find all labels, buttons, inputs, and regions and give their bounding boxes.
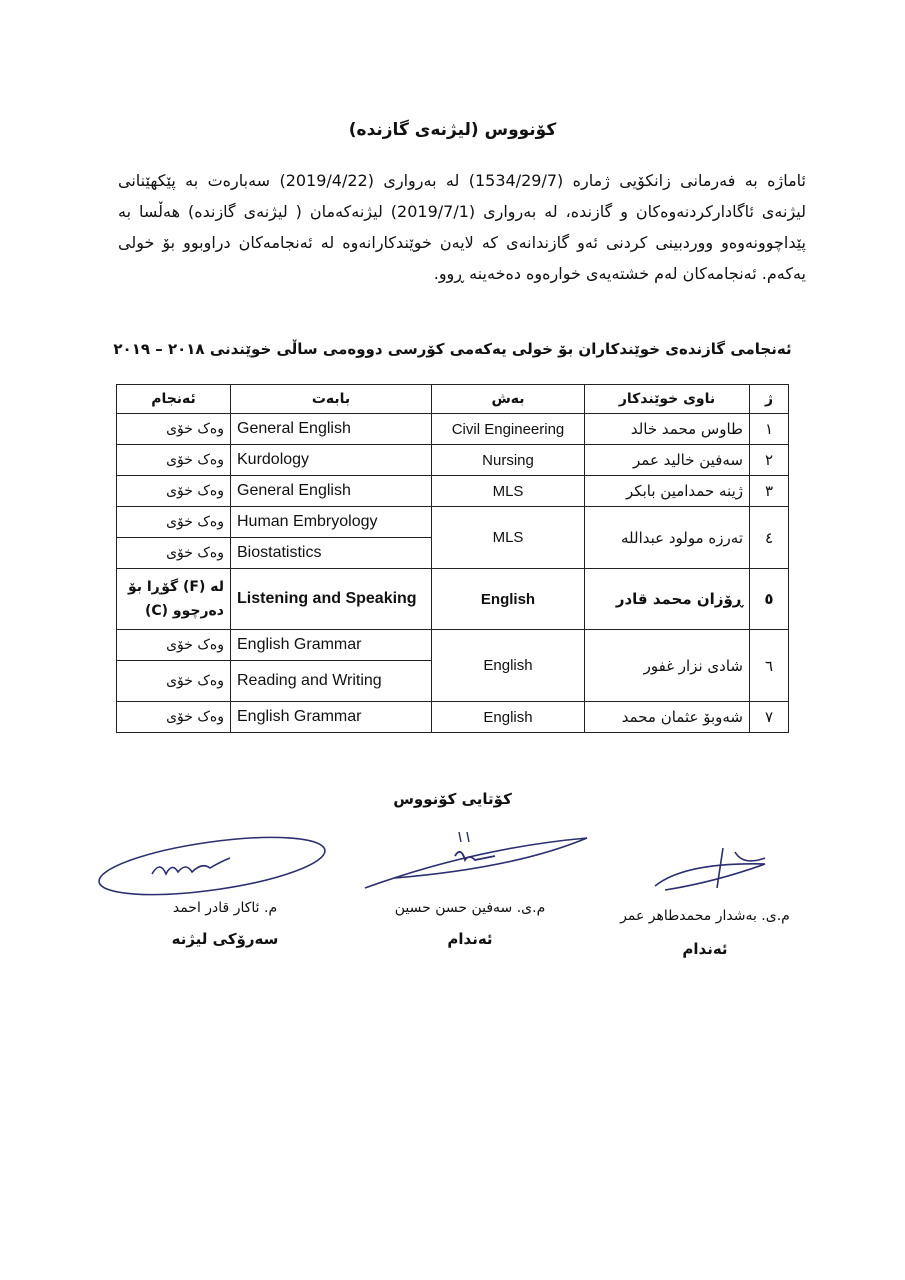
department: English [432,630,585,702]
department: English [432,702,585,733]
row-number: ٢ [750,445,789,476]
result: وەک خۆی [117,445,231,476]
department: Civil Engineering [432,414,585,445]
department: English [432,569,585,630]
student-name: تەرزە مولود عبداللە [585,507,750,569]
result: وەک خۆی [117,661,231,702]
signatory-name: م.ی. بەشدار محمدطاهر عمر [620,908,790,924]
signature-scribble [645,842,795,902]
subject: Biostatistics [231,538,432,569]
signature-block-chair [110,838,340,948]
student-name: ژینە حمدامین بابکر [585,476,750,507]
row-number: ٣ [750,476,789,507]
header-no: ژ [750,385,789,414]
row-number: ٥ [750,569,789,630]
table-row [117,476,789,507]
table-row [117,445,789,476]
signature-block-member-1 [355,838,585,948]
student-name: شادی نزار غفور [585,630,750,702]
student-name: طاوس محمد خالد [585,414,750,445]
student-name: ڕۆزان محمد قادر [585,569,750,630]
signature-scribble [355,828,595,898]
closing-title: کۆتایی کۆنووس [393,790,512,808]
student-name: سەفین خالید عمر [585,445,750,476]
result-line-2: دەرچوو (C) [144,603,224,619]
document-title: کۆنووس (لیژنەی گازندە) [348,120,557,140]
result [117,569,231,630]
row-number: ٦ [750,630,789,702]
result-line-1: لە (F) گۆڕا بۆ [127,579,224,595]
table-row [117,414,789,445]
result: وەک خۆی [117,507,231,538]
result: وەک خۆی [117,538,231,569]
row-number: ٧ [750,702,789,733]
subject: Listening and Speaking [231,569,432,630]
result: وەک خۆی [117,476,231,507]
signatory-role: ئەندام [447,930,493,948]
table-row [117,702,789,733]
department: MLS [432,476,585,507]
signatory-name: م. ئاکار قادر احمد [172,900,278,916]
result: وەک خۆی [117,702,231,733]
row-number: ١ [750,414,789,445]
table-row [117,569,789,630]
subject: General English [231,476,432,507]
signatory-name: م.ی. سەفین حسن حسین [394,900,546,916]
subject: Kurdology [231,445,432,476]
table-row [117,630,789,661]
header-result: ئەنجام [117,385,231,414]
result: وەک خۆی [117,414,231,445]
signatory-role: ئەندام [682,940,728,958]
table-title: ئەنجامی گازندەی خوێندکاران بۆ خولی یەکەمی کۆرسی دووەمی ساڵی خوێندنی ٢٠١٨ – ٢٠١٩ [113,340,792,358]
header-department: بەش [432,385,585,414]
student-name: شەوبۆ عثمان محمد [585,702,750,733]
row-number: ٤ [750,507,789,569]
subject: English Grammar [231,702,432,733]
header-subject: بابەت [231,385,432,414]
department: Nursing [432,445,585,476]
intro-paragraph: ئاماژە بە فەرمانی زانکۆیی ژمارە (1534/29/7) لە بەرواری (2019/4/22) سەبارەت بە پێکهێنانی لیژنەی ئاگادارکردنەوەکان و گازندە، لە بەرواری (2019/7/1) لیژنەکەمان ( لیژنەی گازندە) هەڵسا بە پێداچوونەوەو ووردبینی کردنی ئەو گازندانەی کە لایەن خوێندکارانەوە لە ئەنجامەکان دراوبوو بۆ خولی یەکەم. ئەنجامەکان لەم خشتەیەی خوارەوە دەخەینە ڕوو. [118,171,807,283]
result: وەک خۆی [117,630,231,661]
subject: Human Embryology [231,507,432,538]
subject: English Grammar [231,630,432,661]
results-table [116,384,789,733]
header-name: ناوی خوێندکار [585,385,750,414]
subject: Reading and Writing [231,661,432,702]
subject: General English [231,414,432,445]
signature-block-member-2 [605,848,805,958]
signature-scribble [92,834,332,904]
table-header-row [117,385,789,414]
department: MLS [432,507,585,569]
table-row [117,507,789,538]
signatory-role: سەرۆکی لیژنە [171,930,279,948]
